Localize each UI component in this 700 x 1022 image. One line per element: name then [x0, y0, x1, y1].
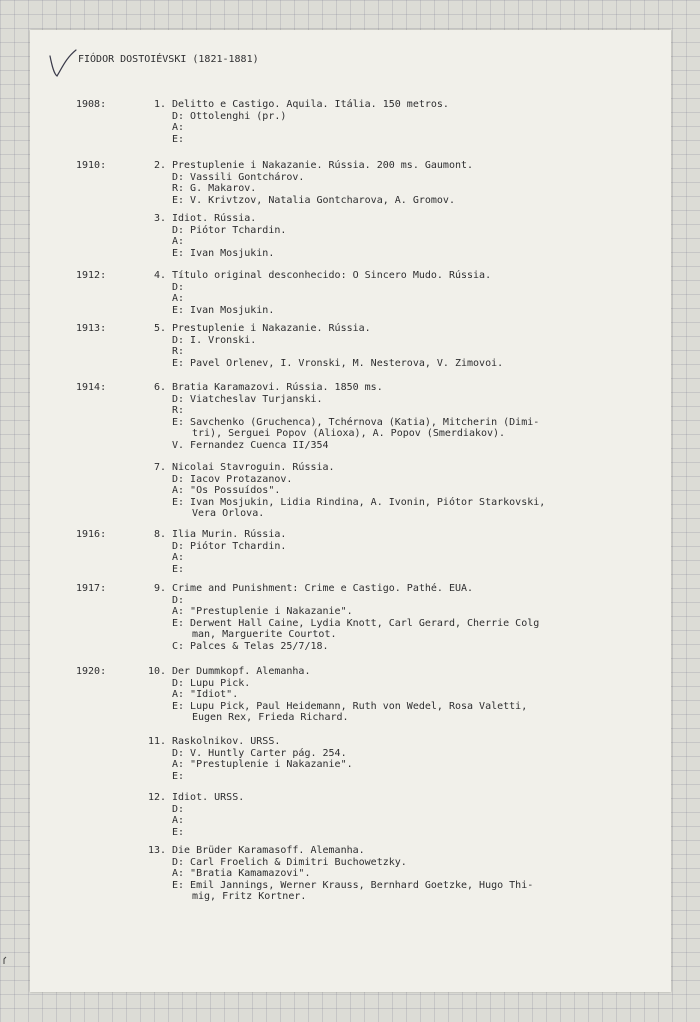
entry-cast: E:	[172, 770, 185, 782]
entry-number: 12.	[147, 792, 166, 803]
page-title: FIÓDOR DOSTOIÉVSKI (1821-1881)	[78, 54, 259, 65]
entry-director: D: Vassili Gontchárov.	[172, 171, 305, 183]
entry-number: 8.	[153, 529, 166, 540]
entry-director: D: Ottolenghi (pr.)	[172, 110, 287, 122]
entry-director: D: Viatcheslav Turjanski.	[172, 393, 323, 405]
entry-cast: E: Derwent Hall Caine, Lydia Knott, Carl Gerard, Cherrie Colg	[172, 617, 540, 629]
entry-author-source: A: "Bratia Kamamazovi".	[172, 868, 311, 880]
entry-number: 10.	[147, 666, 166, 677]
entry-cast: E: Emil Jannings, Werner Krauss, Bernhard Goetzke, Hugo Thi-	[172, 879, 534, 891]
entry-detail-line: C: Palces & Telas 25/7/18.	[172, 641, 329, 652]
entry-detail-line: mig, Fritz Kortner.	[192, 891, 307, 903]
entry-title: Ilia Murin. Rússia.	[172, 529, 287, 540]
entry-director: D: Lupu Pick.	[172, 677, 251, 689]
entry-director: D: Piótor Tchardin.	[172, 224, 287, 236]
entry-number: 7.	[153, 462, 166, 473]
entry-year: 1912:	[76, 270, 107, 281]
entry-director: D: Iacov Protazanov.	[172, 473, 293, 485]
entry-author-source: A: "Prestuplenie i Nakazanie".	[172, 606, 353, 618]
entry-year: 1916:	[76, 529, 107, 540]
entry-author-source: A: "Idiot".	[172, 689, 239, 701]
entry-title: Raskolnikov. URSS.	[172, 736, 281, 747]
entry-cast: E: Pavel Orlenev, I. Vronski, M. Nesterova, V. Zimovoi.	[172, 357, 504, 369]
entry-cast: E: Savchenko (Gruchenca), Tchérnova (Katia), Mitcherin (Dimi-	[172, 416, 540, 428]
entry-screenplay: R: G. Makarov.	[172, 183, 257, 195]
entry-author-source: A:	[172, 122, 185, 134]
entry-cast: E:	[172, 563, 185, 575]
entry-cast: E: Ivan Mosjukin.	[172, 304, 275, 316]
entry-title: Crime and Punishment: Crime e Castigo. Pathé. EUA.	[172, 583, 474, 594]
entry-screenplay: R:	[172, 346, 185, 358]
entry-cast: E: Ivan Mosjukin, Lidia Rindina, A. Ivonin, Piótor Starkovski,	[172, 496, 546, 508]
typed-listing	[30, 30, 671, 992]
entry-title: Die Brüder Karamasoff. Alemanha.	[172, 845, 365, 856]
entry-screenplay: R:	[172, 405, 185, 417]
entry-director: D: Carl Froelich & Dimitri Buchowetzky.	[172, 856, 407, 868]
entry-number: 2.	[153, 160, 166, 171]
entry-cast: E: Ivan Mosjukin.	[172, 247, 275, 259]
entry-title: Prestuplenie i Nakazanie. Rússia.	[172, 323, 371, 334]
entry-detail-line: Vera Orlova.	[192, 508, 265, 520]
marginal-bracket-mark	[2, 956, 8, 966]
entry-year: 1910:	[76, 160, 107, 171]
entry-cast: E: Lupu Pick, Paul Heidemann, Ruth von Wedel, Rosa Valetti,	[172, 700, 528, 712]
entry-year: 1913:	[76, 323, 107, 334]
entry-title: Delitto e Castigo. Aquila. Itália. 150 metros.	[172, 99, 449, 110]
entry-cast: E:	[172, 826, 185, 838]
entry-number: 4.	[153, 270, 166, 281]
entry-director: D:	[172, 281, 185, 293]
entry-title: Bratia Karamazovi. Rússia. 1850 ms.	[172, 382, 383, 393]
entry-cast: E: V. Krivtzov, Natalia Gontcharova, A. Gromov.	[172, 194, 455, 206]
entry-year: 1908:	[76, 99, 107, 110]
entry-number: 1.	[153, 99, 166, 110]
entry-director: D: V. Huntly Carter pág. 254.	[172, 747, 347, 759]
entry-author-source: A:	[172, 236, 185, 248]
entry-number: 3.	[153, 213, 166, 224]
entry-number: 5.	[153, 323, 166, 334]
entry-director: D: I. Vronski.	[172, 334, 257, 346]
entry-title: Nicolai Stavroguin. Rússia.	[172, 462, 335, 473]
entry-detail-line: Eugen Rex, Frieda Richard.	[192, 712, 349, 724]
entry-title: Prestuplenie i Nakazanie. Rússia. 200 ms. Gaumont.	[172, 160, 474, 171]
entry-number: 13.	[147, 845, 166, 856]
entry-detail-line: V. Fernandez Cuenca II/354	[172, 440, 329, 451]
entry-author-source: A: "Os Possuídos".	[172, 485, 281, 497]
entry-author-source: A:	[172, 552, 185, 564]
entry-author-source: A:	[172, 293, 185, 305]
entry-author-source: A: "Prestuplenie i Nakazanie".	[172, 759, 353, 771]
entry-author-source: A:	[172, 815, 185, 827]
entry-title: Título original desconhecido: O Sincero Mudo. Rússia.	[172, 270, 492, 281]
entry-year: 1917:	[76, 583, 107, 594]
entry-year: 1914:	[76, 382, 107, 393]
entry-number: 9.	[153, 583, 166, 594]
entry-cast: E:	[172, 133, 185, 145]
entry-number: 11.	[147, 736, 166, 747]
entry-detail-line: tri), Serguei Popov (Alioxa), A. Popov (Smerdiakov).	[192, 428, 506, 440]
entry-director: D: Piótor Tchardin.	[172, 540, 287, 552]
entry-number: 6.	[153, 382, 166, 393]
entry-director: D:	[172, 803, 185, 815]
document-sheet	[30, 30, 671, 992]
entry-detail-line: man, Marguerite Courtot.	[192, 629, 337, 641]
entry-title: Der Dummkopf. Alemanha.	[172, 666, 311, 677]
entry-title: Idiot. Rússia.	[172, 213, 257, 224]
entry-year: 1920:	[76, 666, 107, 677]
entry-director: D:	[172, 594, 185, 606]
entry-title: Idiot. URSS.	[172, 792, 245, 803]
